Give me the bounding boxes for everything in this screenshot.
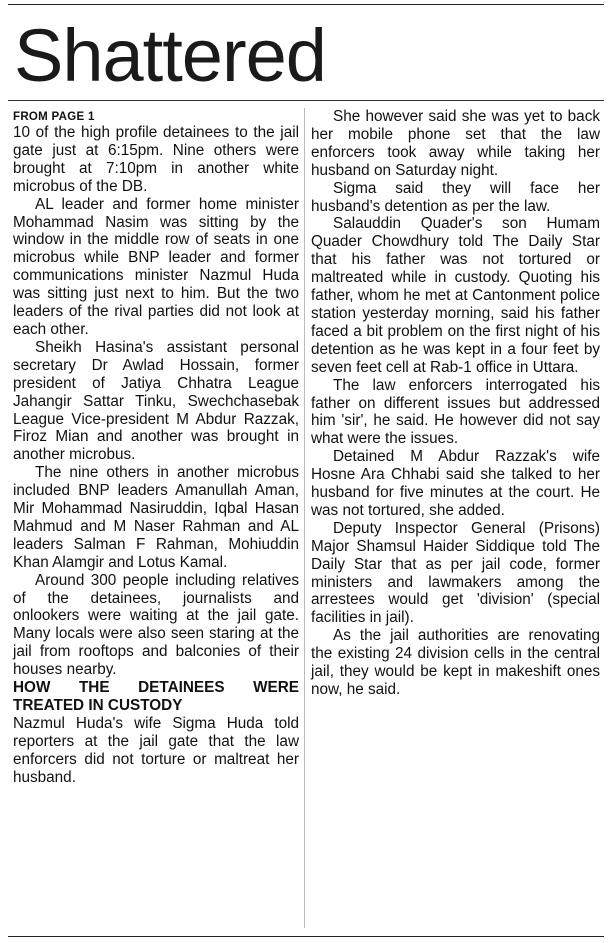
headline: Shattered xyxy=(14,14,326,97)
paragraph: AL leader and former home minister Mohammad Nasim was sitting by the window in the middle row of seats in one microbus while BNP leader and former communications minister Nazmul Huda was sitting just next to him. But the two leaders of the rival parties did not look at each other. xyxy=(13,195,299,338)
headline-rule xyxy=(8,100,604,101)
paragraph: Nazmul Huda's wife Sigma Huda told reporters at the jail gate that the law enforcers did not torture or maltreat her husband. xyxy=(13,714,299,786)
paragraph: Sigma said they will face her husband's detention as per the law. xyxy=(311,179,600,215)
paragraph: Around 300 people including relatives of the detainees, journalists and onlookers were waiting at the jail gate. Many locals were also seen staring at the jail from rooftops and balconies of their houses nearby. xyxy=(13,571,299,679)
subheading-line-1: HOW THE DETAINEES WERE xyxy=(13,679,299,697)
subheading-line-2: TREATED IN CUSTODY xyxy=(13,697,183,714)
bottom-rule xyxy=(8,936,604,937)
left-column xyxy=(13,108,299,787)
kicker-from-page-1: FROM PAGE 1 xyxy=(13,111,95,123)
paragraph: The law enforcers interrogated his father on different issues but addressed him 'sir', he said. He however did not say what were the issues. xyxy=(311,376,600,448)
paragraph: She however said she was yet to back her mobile phone set that the law enforcers took away while taking her husband on Saturday night. xyxy=(311,108,600,179)
paragraph: The nine others in another microbus included BNP leaders Amanullah Aman, Mir Mohammad Nasiruddin, Iqbal Hasan Mahmud and M Naser Rahman and AL leaders Salman F Rahman, Mohiuddin Khan Alamgir and Lotus Kamal. xyxy=(13,464,299,571)
right-column xyxy=(311,108,600,699)
paragraph: 10 of the high profile detainees to the jail gate just at 6:15pm. Nine others were brought at 7:10pm in another white microbus of the DB. xyxy=(13,124,299,195)
paragraph: Detained M Abdur Razzak's wife Hosne Ara Chhabi said she talked to her husband for five minutes at the court. He was not tortured, she added. xyxy=(311,448,600,519)
paragraph: Sheikh Hasina's assistant personal secretary Dr Awlad Hossain, former president of Jatiya Chhatra League Jahangir Sattar Tinku, Swechchasebak League Vice-president M Abdur Razzak, Firoz Mian and another was brought in another microbus. xyxy=(13,338,299,464)
top-rule xyxy=(8,4,604,5)
column-divider xyxy=(304,108,305,928)
paragraph: As the jail authorities are renovating the existing 24 division cells in the central jail, they would be kept in makeshift ones now, he said. xyxy=(311,627,600,698)
paragraph: Salauddin Quader's son Humam Quader Chowdhury told The Daily Star that his father was not tortured or maltreated while in custody. Quoting his father, whom he met at Cantonment police station yesterday morning, said his father faced a bit problem on the first night of his detention as he was kept in a four feet by seven feet cell at Rab-1 office in Uttara. xyxy=(311,215,600,376)
paragraph: Deputy Inspector General (Prisons) Major Shamsul Haider Siddique told The Daily Star that as per jail code, former ministers and lawmakers among the arrestees would get 'division' (special facilities in jail). xyxy=(311,519,600,627)
